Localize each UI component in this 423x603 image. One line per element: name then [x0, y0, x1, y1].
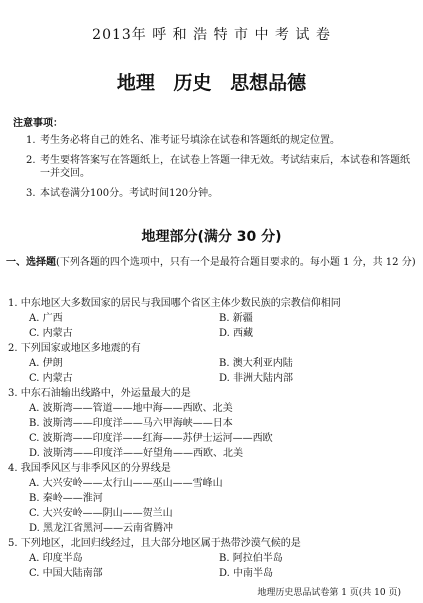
choice-label: 一、选择题 [6, 257, 56, 268]
option-a: A. 伊朗 [29, 358, 63, 369]
option-a: A. 印度半岛 [29, 553, 83, 564]
option-b: B. 秦岭——淮河 [29, 493, 103, 504]
option-d: D. 中南半岛 [219, 568, 274, 579]
option-row [8, 371, 413, 386]
option-row [8, 311, 413, 326]
question-stem: 2. 下列国家或地区多地震的有 [8, 343, 141, 354]
option-d: D. 西藏 [219, 328, 254, 339]
note-number: 2. [26, 155, 36, 166]
note-text: 本试卷满分100分。考试时间120分钟。 [40, 188, 219, 199]
option-a: A. 波斯湾——管道——地中海——西欧、北美 [29, 403, 233, 414]
note-item [13, 187, 413, 200]
option-c: C. 内蒙古 [29, 373, 73, 384]
question-list [8, 296, 413, 581]
note-item [13, 154, 413, 180]
choice-text: (下列各题的四个选项中，只有一个是最符合题目要求的。每小题 1 分，共 12 分) [56, 257, 416, 268]
question-5 [8, 536, 413, 581]
question-1 [8, 296, 413, 341]
note-text: 考生要将答案写在答题纸上，在试卷上答题一律无效。考试结束后，本试卷和答题纸一并交回。 [40, 155, 410, 179]
question-stem: 3. 中东石油输出线路中，外运量最大的是 [8, 388, 191, 399]
note-text: 考生务必将自己的姓名、准考证号填涂在试卷和答题纸的规定位置。 [40, 135, 340, 146]
option-row [8, 356, 413, 371]
option-a: A. 广西 [29, 313, 63, 324]
notes-section [13, 117, 413, 207]
option-row [8, 326, 413, 341]
option-c: C. 大兴安岭——阴山——贺兰山 [29, 508, 173, 519]
option-row [8, 566, 413, 581]
exam-title: 2013年 呼 和 浩 特 市 中 考 试 卷 [92, 27, 331, 43]
question-stem: 5. 下列地区，北回归线经过，且大部分地区属于热带沙漠气候的是 [8, 538, 301, 549]
option-c: C. 内蒙古 [29, 328, 73, 339]
note-item [13, 134, 413, 147]
option-a: A. 大兴安岭——太行山——巫山——雪峰山 [29, 478, 223, 489]
option-b: B. 澳大利亚内陆 [219, 358, 293, 369]
subject-title: 地理 历史 思想品德 [116, 72, 307, 94]
choice-instructions [6, 254, 416, 271]
option-d: D. 波斯湾——印度洋——好望角——西欧、北美 [29, 448, 244, 459]
note-number: 1. [26, 135, 36, 146]
question-stem: 1. 中东地区大多数国家的居民与我国哪个省区主体少数民族的宗教信仰相同 [8, 298, 341, 309]
question-2 [8, 341, 413, 386]
question-3 [8, 386, 413, 461]
option-row [8, 551, 413, 566]
page-footer: 地理历史思品试卷第 1 页(共 10 页) [257, 588, 401, 598]
option-c: C. 波斯湾——印度洋——红海——苏伊士运河——西欧 [29, 433, 273, 444]
section-heading: 地理部分(满分 30 分) [141, 229, 282, 245]
question-4 [8, 461, 413, 536]
option-c: C. 中国大陆南部 [29, 568, 103, 579]
note-number: 3. [26, 188, 36, 199]
option-b: B. 波斯湾——印度洋——马六甲海峡——日本 [29, 418, 233, 429]
option-b: B. 阿拉伯半岛 [219, 553, 283, 564]
option-b: B. 新疆 [219, 313, 253, 324]
question-stem: 4. 我国季风区与非季风区的分界线是 [8, 463, 171, 474]
notes-title: 注意事项： [13, 118, 63, 129]
option-d: D. 黑龙江省黑河——云南省腾冲 [29, 523, 174, 534]
option-d: D. 非洲大陆内部 [219, 373, 294, 384]
